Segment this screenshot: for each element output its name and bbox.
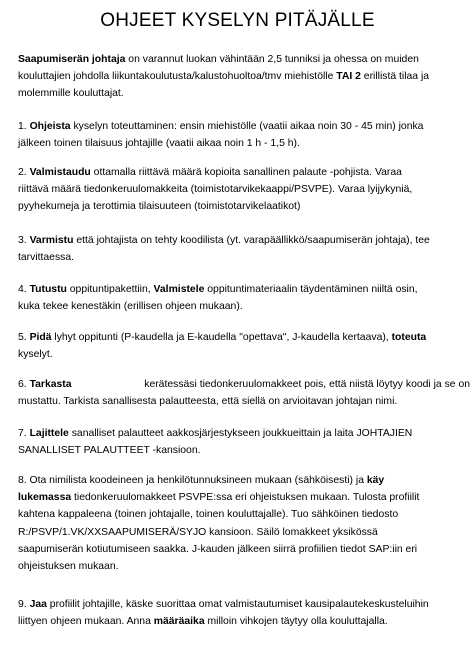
bold-term: Ohjeista [29, 121, 71, 132]
item-number: 7. [18, 428, 30, 439]
instruction-item-7 [18, 425, 470, 459]
instruction-item-3 [18, 232, 470, 266]
item-number: 1. [18, 121, 30, 132]
bold-term: Tarkasta [29, 379, 72, 390]
text-run: että johtajista on tehty koodilista (yt. varapäällikkö/saapumiserän johtaja), tee [73, 235, 430, 246]
text-run: riittävä määrä tiedonkeruulomakkeita (toimistotarvikekaappi/PSVPE). Varaa lyijykyniä, [18, 184, 413, 196]
instruction-item-5 [18, 329, 470, 363]
item-line [18, 329, 470, 346]
text-run: R:/PSVP/1.VK/XXSAAPUMISERÄ/SYJO kansioon. Säilö lomakkeet yksikössä [18, 526, 378, 538]
item-line [18, 198, 470, 215]
text-run: kahtena kappaleena (toinen johtajalle, toinen kouluttajalle). Tuo sähköinen tiedosto [18, 509, 399, 521]
item-number: 4. [18, 284, 30, 295]
text-run: profiilit johtajille, käske suorittaa omat valmistautumiset kausipalautekeskusteluihin [46, 599, 429, 610]
bold-term: Tutustu [29, 284, 67, 295]
item-line [18, 524, 470, 541]
text-run: on varannut luokan vähintään 2,5 tunniksi ja ohessa on muiden [125, 54, 419, 65]
item-line [18, 558, 470, 575]
bold-term: Saapumiserän johtaja [18, 54, 126, 65]
bold-term: Jaa [29, 599, 47, 610]
text-run: pyyhekumeja ja terottimia tilaisuuteen (toimistotarvikelaatikot) [18, 201, 301, 213]
intro-line-1 [18, 51, 470, 68]
instruction-item-1 [18, 118, 470, 152]
item-line [18, 596, 470, 613]
text-run: mustattu. Tarkista sanallisesta palautteesta, että siellä on arvioitavan johtajan nimi. [18, 396, 398, 408]
text-run: ottamalla riittävä määrä kopioita sanallinen palaute -pohjista. Varaa [90, 167, 402, 178]
text-run: kyselyt. [18, 349, 53, 361]
text-run: tiedonkeruulomakkeet PSVPE:ssa eri ohjeistuksen mukaan. Tulosta profiilit [71, 492, 420, 504]
item-number: 3. [18, 235, 30, 246]
instruction-item-2 [18, 164, 470, 216]
instruction-item-8 [18, 472, 470, 575]
item-line [18, 613, 470, 630]
bold-term: lukemassa [18, 492, 72, 504]
intro-paragraph [18, 51, 470, 103]
bold-term: Valmistele [153, 284, 205, 295]
item-line [18, 376, 470, 393]
text-run: liittyen ohjeen mukaan. Anna [18, 616, 154, 628]
text-run: sanalliset palautteet aakkosjärjestykseen joukkueittain ja laita JOHTAJIEN [68, 428, 413, 439]
item-number: 5. [18, 332, 30, 343]
text-run: kyselyn toteuttaminen: ensin miehistölle (vaatii aikaa noin 30 - 45 min) jonka [70, 121, 424, 132]
text-run: 8. Ota nimilista koodeineen ja henkilötunnuksineen mukaan (sähköisesti) ja [18, 475, 367, 486]
text-run: erillistä tilaa ja [360, 71, 430, 83]
page-title: OHJEET KYSELYN PITÄJÄLLE [100, 10, 375, 31]
instruction-item-9 [18, 596, 470, 630]
bold-term: määräaika [153, 616, 205, 628]
item-line [18, 118, 470, 135]
bold-term: käy [366, 475, 385, 486]
item-line [18, 181, 470, 198]
item-line [18, 298, 470, 315]
text-run: kerätessäsi tiedonkeruulomakkeet pois, että niistä löytyy koodi ja se on [144, 379, 470, 390]
text-run: kuka tekee kenestäkin (erillisen ohjeen mukaan). [18, 301, 243, 313]
text-run: milloin vihkojen täytyy olla kouluttajalla. [204, 616, 388, 628]
instruction-item-4 [18, 281, 470, 315]
item-line [18, 489, 470, 506]
text-run: kouluttajien johdolla liikuntakoulutusta/kalustohuoltoa/tmv miehistölle [18, 71, 337, 83]
bold-term: Varmistu [29, 235, 74, 246]
bold-term: Pidä [29, 332, 52, 343]
text-run: lyhyt oppitunti (P-kaudella ja E-kaudella "opettava", J-kaudella kertaava), [51, 332, 392, 343]
text-run: SANALLISET PALAUTTEET -kansioon. [18, 445, 201, 457]
text-run: ohjeistuksen mukaan. [18, 561, 119, 573]
item-number: 9. [18, 599, 30, 610]
text-run: oppituntipakettiin, [66, 284, 154, 295]
bold-term: Lajittele [29, 428, 69, 439]
item-line [18, 472, 470, 489]
item-number: 2. [18, 167, 30, 178]
item-line [18, 393, 470, 410]
bold-term: toteuta [391, 332, 427, 343]
item-line [18, 541, 470, 558]
item-line [18, 506, 470, 523]
item-line [18, 232, 470, 249]
text-run: saapumiserän kotiutumiseen saakka. J-kauden jälkeen siirrä profiilien tiedot SAP:iin eri [18, 543, 418, 555]
bold-term: Valmistaudu [29, 167, 91, 178]
item-line [18, 346, 470, 363]
item-line [18, 249, 470, 266]
text-run: tarvittaessa. [18, 252, 75, 264]
text-run: jälkeen toinen tilaisuus johtajille (vaatii aikaa noin 1 h - 1,5 h). [18, 138, 300, 150]
text-run: molemmille kouluttajat. [18, 88, 124, 100]
item-line [18, 425, 470, 442]
item-number: 6. [18, 379, 30, 390]
text-run: oppituntimateriaalin täydentäminen niiltä osin, [204, 284, 418, 295]
bold-term: TAI 2 [336, 71, 361, 83]
item-line [18, 281, 470, 298]
intro-line-3 [18, 85, 470, 102]
item-line [18, 442, 470, 459]
intro-line-2 [18, 68, 470, 85]
item-line [18, 135, 470, 152]
instruction-item-6 [18, 376, 470, 410]
item-line [18, 164, 470, 181]
